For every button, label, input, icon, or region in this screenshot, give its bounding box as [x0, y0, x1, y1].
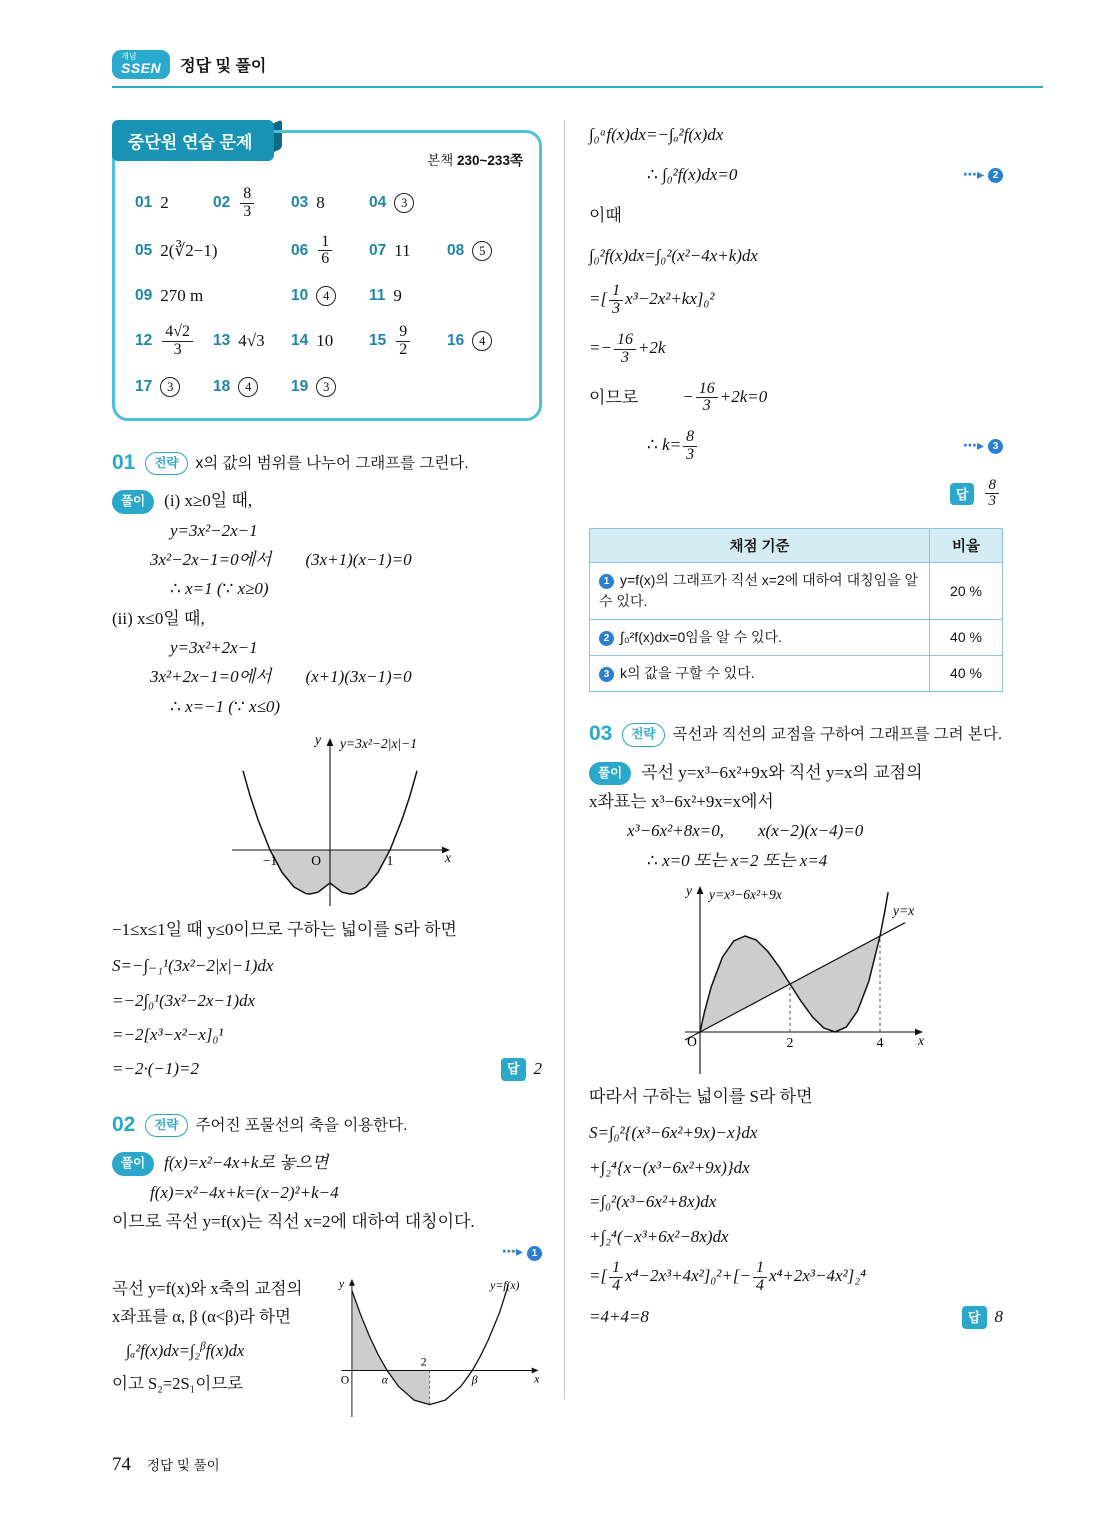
answer-number: 04: [369, 194, 387, 212]
answer-item: [213, 186, 291, 221]
answer-value: $\frac{1}{6}$: [316, 234, 334, 269]
circled-note-number: 1: [599, 574, 614, 589]
solution-line: [589, 760, 1003, 786]
answer-badge: 답: [950, 483, 975, 505]
dashed-arrow-icon: [963, 436, 984, 458]
page-header: [112, 50, 1043, 79]
circled-answer: 4: [472, 331, 492, 351]
answer-number: 16: [447, 332, 465, 350]
answer-value: $\frac{9}{2}$: [394, 324, 412, 359]
math-line: =− $\frac{16}{3}$ +2k: [589, 330, 666, 366]
answer-row: [135, 281, 525, 311]
answer-number: 14: [291, 332, 309, 350]
solution-text: −1≤x≤1일 때 y≤0이므로 구하는 넓이를 S라 하면: [112, 919, 457, 939]
solution-text: x좌표를 α, β (α<β)라 하면: [112, 1307, 291, 1327]
math-line: +∫₂⁴(−x³+6x²−8x)dx: [589, 1226, 729, 1246]
math-line: y=3x²+2x−1: [170, 637, 258, 657]
answer-number: 01: [135, 194, 153, 212]
answer-number: 15: [369, 332, 387, 350]
strategy-badge: 전략: [145, 1114, 187, 1137]
column-divider: [564, 120, 565, 1399]
graph-abs-parabola: [200, 728, 455, 913]
answer-item: [135, 241, 291, 261]
circled-note-number: 3: [599, 667, 614, 682]
svg-text:y=x³−6x²+9x: y=x³−6x²+9x: [709, 887, 782, 903]
answer-item: [369, 324, 447, 359]
svg-text:O: O: [310, 852, 321, 868]
answer-value: 9: [393, 286, 402, 306]
header-rule: [112, 86, 1043, 88]
answer-number: 19: [291, 377, 309, 395]
grading-table-header-row: [590, 529, 1003, 563]
solution-text: 곡선 y=x³−6x²+9x와 직선 y=x의 교점의: [641, 762, 923, 782]
math-line: +∫₂⁴{x−(x³−6x²+9x)}dx: [589, 1157, 750, 1177]
problem-02: [112, 1109, 542, 1423]
answer-number: 10: [291, 287, 309, 305]
svg-text:4: 4: [876, 1035, 884, 1051]
math-line: ∫ₐ²f(x)dx=∫₂$^\beta$f(x)dx: [126, 1340, 245, 1360]
answer-number: 11: [369, 287, 386, 305]
graph-figure-01: [112, 728, 542, 913]
answer-value: 4√3: [238, 331, 265, 351]
text-column: [112, 1273, 324, 1400]
answer-item: [291, 234, 369, 269]
math-line: S=∫₀²{(x³−6x²+9x)−x}dx: [589, 1123, 758, 1143]
criterion-text: ∫₀²f(x)dx=0임을 알 수 있다.: [620, 629, 782, 646]
math-line: =[ $\frac{1}{3}$ x³−2x²+kx]₀²: [589, 282, 715, 318]
answer-row: [135, 186, 525, 221]
svg-text:β: β: [471, 1373, 478, 1387]
math-line: y=3x²−2x−1: [170, 520, 258, 540]
answer-badge: 답: [501, 1058, 526, 1081]
answer-number: 08: [447, 241, 465, 259]
answer-value: 270 m: [160, 286, 204, 306]
circled-answer: 4: [238, 377, 258, 397]
answer-item: [291, 193, 369, 213]
strategy-badge: 전략: [622, 723, 664, 746]
answer-number: 05: [135, 241, 153, 259]
answer-item: [135, 377, 213, 397]
final-answer-line: [591, 478, 1001, 511]
strategy-text: 곡선과 직선의 교점을 구하여 그래프를 그려 본다.: [672, 726, 1003, 744]
criterion-text: y=f(x)의 그래프가 직선 x=2에 대하여 대칭임을 알 수 있다.: [599, 572, 919, 610]
answer-row: [135, 324, 525, 359]
problem-number: 01: [112, 450, 136, 474]
grading-row: [590, 563, 1003, 620]
answer-item: [369, 286, 447, 306]
note-ref: [502, 1242, 542, 1264]
answer-item: [447, 241, 525, 261]
answer-group: [501, 1056, 542, 1082]
math-line: ∴ x=1 (∵ x≥0): [170, 579, 269, 599]
grading-criteria-header: 채점 기준: [590, 529, 930, 563]
answer-item: [213, 377, 291, 397]
answer-value: $\frac{4√2}{3}$: [160, 324, 195, 359]
answer-value: 2(∛2−1): [160, 240, 218, 260]
answer-number: 09: [135, 287, 153, 305]
final-answer: $\frac{8}{3}$: [983, 478, 1001, 511]
math-line: ∴ x=−1 (∵ x≤0): [170, 696, 281, 716]
circled-answer: 3: [316, 377, 336, 397]
final-answer: 2: [533, 1059, 542, 1079]
svg-text:−1: −1: [262, 852, 277, 868]
circled-answer: 4: [316, 286, 336, 306]
answer-number: 07: [369, 241, 387, 259]
problem-02-solution: [112, 1150, 542, 1264]
criterion-text: k의 값을 구할 수 있다.: [620, 665, 755, 682]
svg-text:α: α: [381, 1373, 388, 1387]
criterion-percent: 40 %: [930, 620, 1003, 656]
criterion-percent: 40 %: [930, 656, 1003, 692]
dashed-arrow-icon: [502, 1242, 523, 1264]
answer-value: 8: [316, 193, 325, 213]
circled-note-number: 3: [988, 439, 1003, 454]
page-footer: [112, 1454, 220, 1476]
solution-line: [112, 488, 542, 514]
strategy-badge: 전략: [145, 452, 187, 475]
svg-text:O: O: [340, 1373, 350, 1387]
svg-text:y: y: [314, 731, 321, 747]
page-number: 74: [112, 1454, 131, 1475]
logo-brand-text: SSEN: [121, 60, 162, 76]
math-line: =−2∫₀¹(3x²−2x−1)dx: [112, 990, 256, 1010]
circled-note-number: 2: [988, 168, 1003, 183]
math-line: 3x²−2x−1=0에서 (3x+1)(x−1)=0: [150, 549, 412, 569]
solution-text: 곡선 y=f(x)와 x축의 교점의: [112, 1278, 303, 1298]
solution-text: 이고 S₂=2S₁이므로: [112, 1374, 244, 1394]
answer-number: 13: [213, 332, 231, 350]
page-title: 정답 및 풀이: [180, 58, 267, 75]
footer-label: 정답 및 풀이: [147, 1458, 220, 1473]
dashed-arrow-icon: [963, 165, 984, 187]
solution-text: (i) x≥0일 때,: [164, 491, 253, 511]
grading-ratio-header: 비율: [930, 529, 1003, 563]
math-line: S=−∫₋₁¹(3x²−2|x|−1)dx: [112, 956, 274, 976]
answer-number: 06: [291, 241, 309, 259]
answer-value: 10: [316, 331, 334, 351]
math-line: 3x²+2x−1=0에서 (x+1)(3x−1)=0: [150, 667, 412, 687]
answer-box-title-ribbon: [112, 120, 274, 161]
text-and-graph-row: [112, 1273, 542, 1423]
grading-row: [590, 656, 1003, 692]
answer-item: [135, 193, 213, 213]
solution-text: 이때: [589, 205, 622, 225]
svg-text:x: x: [918, 1033, 924, 1049]
svg-text:x: x: [444, 849, 451, 865]
answer-badge: 답: [962, 1306, 987, 1329]
graph-parabola-fx: [326, 1273, 542, 1423]
problem-01-header: [112, 447, 542, 480]
answer-item: [135, 286, 291, 306]
answer-item: [213, 331, 291, 351]
svg-text:y: y: [686, 883, 692, 899]
math-line: ∴ x=0 또는 x=2 또는 x=4: [647, 850, 828, 870]
book-ref-label: 본책: [427, 153, 454, 168]
solution-text: x좌표는 x³−6x²+9x=x에서: [589, 792, 774, 812]
solution-badge: 풀이: [589, 762, 631, 785]
answer-number: 17: [135, 377, 153, 395]
answer-number: 03: [291, 194, 309, 212]
answer-box-title: 중단원 연습 문제: [128, 133, 253, 152]
svg-text:y=f(x): y=f(x): [490, 1278, 520, 1292]
circled-answer: 3: [394, 193, 414, 213]
answer-number: 18: [213, 377, 231, 395]
answer-item: [447, 331, 525, 351]
final-answer: 8: [994, 1307, 1003, 1327]
svg-text:2: 2: [420, 1354, 427, 1368]
math-line: =[ $\frac{1}{4}$ x⁴−2x³+4x²]₀²+[− $\frac{1}{4}$ x⁴+2x³−4x²]₂⁴: [589, 1258, 867, 1294]
circled-answer: 5: [472, 241, 492, 261]
svg-text:O: O: [687, 1034, 697, 1050]
math-line: ∴ ∫₀²f(x)dx=0 ⋯▸ 2: [589, 162, 1003, 188]
book-ref-pages: 230~233쪽: [457, 153, 523, 168]
math-line: ∫₀²f(x)dx=∫₀²(x²−4x+k)dx: [589, 246, 758, 266]
answer-item: [291, 286, 369, 306]
svg-text:y=x: y=x: [893, 903, 915, 919]
answer-item: [135, 324, 213, 359]
math-line: =−2[x³−x²−x]₀¹: [112, 1025, 224, 1045]
problem-03-solution: [589, 760, 1003, 874]
note-ref: [963, 436, 1003, 458]
problem-01: [112, 447, 542, 1083]
graph-figure-03: [589, 882, 1003, 1080]
math-line: 이므로 − $\frac{16}{3}$ +2k=0: [589, 379, 768, 415]
answer-value: 11: [394, 240, 411, 260]
solution-badge: 풀이: [112, 490, 154, 513]
problem-number: 02: [112, 1112, 136, 1136]
solution-line: 풀이 f(x)=x²−4x+k로 놓으면: [112, 1150, 542, 1176]
note-line: [112, 1238, 542, 1264]
content-columns: [112, 114, 1043, 1423]
right-column: [589, 114, 1003, 1423]
solution-text: 이므로 곡선 y=f(x)는 직선 x=2에 대하여 대칭이다.: [112, 1211, 475, 1231]
answer-number: 02: [213, 194, 231, 212]
math-line: =−2·(−1)=2 답 2: [112, 1056, 542, 1082]
svg-text:y: y: [338, 1277, 345, 1291]
note-ref: [963, 165, 1003, 187]
math-line: ∴ k= $\frac{8}{3}$ ⋯▸ 3: [589, 429, 1003, 464]
svg-text:2: 2: [786, 1035, 794, 1051]
strategy-text: 주어진 포물선의 축을 이용한다.: [195, 1116, 408, 1134]
answer-item: [369, 193, 447, 213]
math-line: ∫₀ᵃf(x)dx=−∫ₐ²f(x)dx: [589, 125, 724, 144]
circled-note-number: 1: [527, 1246, 542, 1261]
solution-text: 따라서 구하는 넓이를 S라 하면: [589, 1087, 813, 1107]
answer-row: [135, 372, 525, 402]
answer-value: 2: [160, 193, 169, 213]
book-page-reference: [427, 149, 523, 169]
graph-cubic-and-line: [665, 882, 927, 1080]
strategy-text: x의 값의 범위를 나누어 그래프를 그린다.: [195, 454, 469, 472]
answer-number: 12: [135, 332, 153, 350]
problem-02-header: [112, 1109, 542, 1142]
left-column: [112, 114, 542, 1423]
answer-row: [135, 234, 525, 269]
svg-text:1: 1: [386, 852, 393, 868]
math-line: f(x)=x²−4x+k=(x−2)²+k−4: [150, 1182, 339, 1202]
logo-small-text: 개념: [121, 52, 137, 61]
connective-word: 이므로: [589, 387, 639, 407]
answer-item: [369, 241, 447, 261]
circled-note-number: 2: [599, 631, 614, 646]
math-line: =∫₀²(x³−6x²+8x)dx: [589, 1192, 717, 1212]
answer-item: [291, 377, 369, 397]
ssen-logo: [112, 50, 170, 79]
problem-01-solution: [112, 488, 542, 720]
grading-row: [590, 620, 1003, 656]
problem-number: 03: [589, 722, 613, 746]
answer-group: [962, 1304, 1003, 1330]
circled-answer: 3: [160, 377, 180, 397]
problem-03-header: [589, 718, 1003, 751]
svg-text:y=3x²−2|x|−1: y=3x²−2|x|−1: [339, 735, 417, 751]
solution-line: (ii) x≤0일 때,: [112, 608, 205, 628]
answer-summary-box: [112, 130, 542, 421]
problem-03: [589, 718, 1003, 1331]
svg-text:x: x: [534, 1372, 540, 1386]
math-line: =4+4=8 답 8: [589, 1304, 1003, 1330]
math-line: x³−6x²+8x=0, x(x−2)(x−4)=0: [627, 821, 864, 841]
grading-table: [589, 528, 1003, 692]
answer-value: $\frac{8}{3}$: [238, 186, 256, 221]
criterion-percent: 20 %: [930, 563, 1003, 620]
solution-badge: 풀이: [112, 1152, 154, 1175]
answer-item: [291, 331, 369, 351]
